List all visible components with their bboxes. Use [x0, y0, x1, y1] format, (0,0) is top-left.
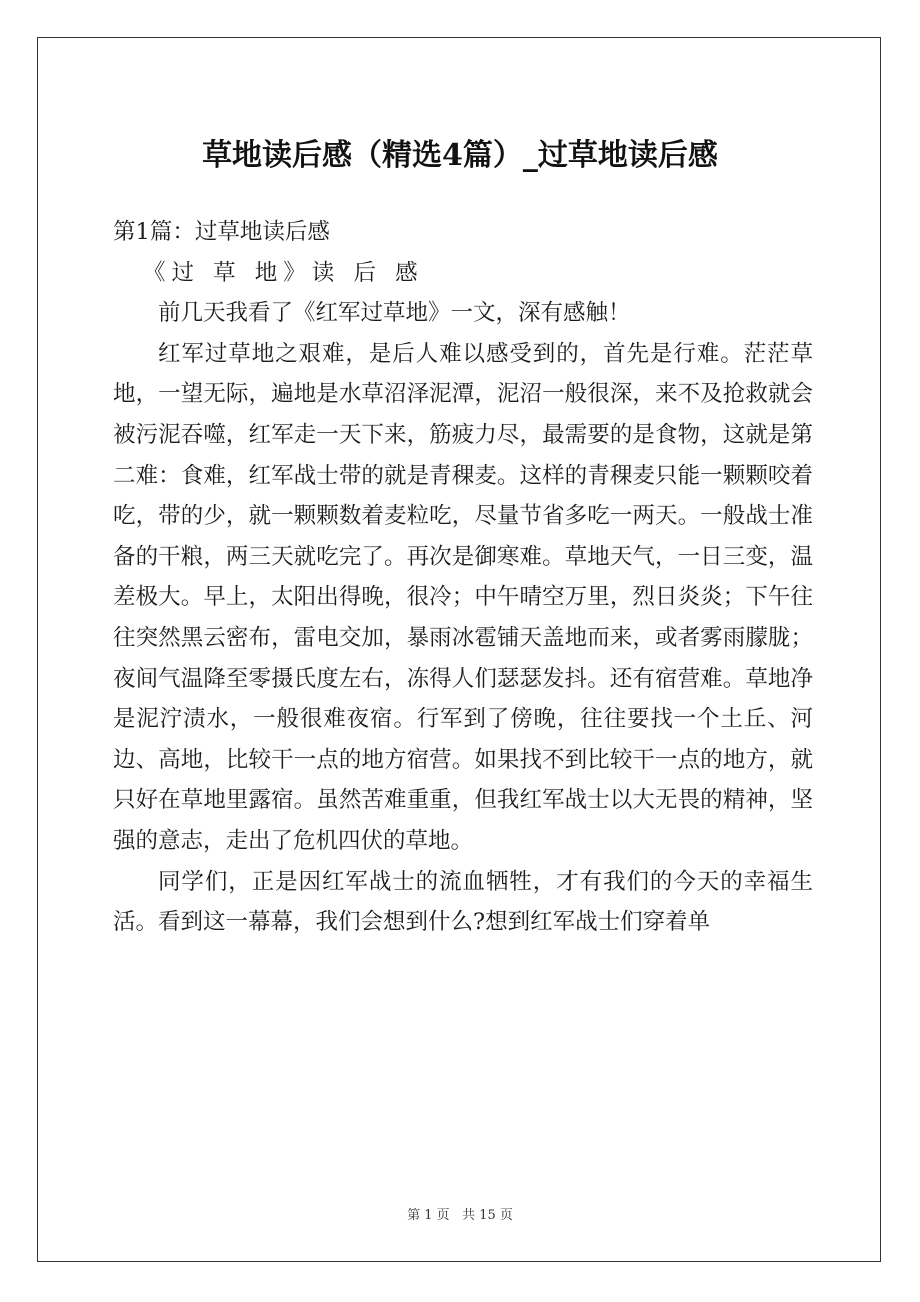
paragraph: 前几天我看了《红军过草地》一文，深有感触！: [158, 300, 631, 327]
document-body: [113, 212, 813, 943]
document-title: 草地读后感（精选4篇）_过草地读后感: [202, 138, 718, 174]
page-number-label: 第 1 页 共 15 页: [407, 1208, 513, 1223]
essay-subtitle: 《过 草 地》读 后 感: [143, 259, 424, 286]
paragraph: 同学们，正是因红军战士的流血牺牲，才有我们的今天的幸福生活。看到这一幕幕，我们会想到什么?想到红军战士们穿着单: [113, 868, 813, 936]
paragraph: 红军过草地之艰难，是后人难以感受到的，首先是行难。茫茫草地，一望无际，遍地是水草沼泽泥潭，泥沼一般很深，来不及抢救就会被污泥吞噬，红军走一天下来，筋疲力尽，最需要的是食物，这就是第二难：食难，红军战士带的就是青稞麦。这样的青稞麦只能一颗颗咬着吃，带的少，就一颗颗数着麦粒吃，尽量节省多吃一两天。一般战士准备的干粮，两三天就吃完了。再次是御寒难。草地天气，一日三变，温差极大。早上，太阳出得晚，很冷；中午晴空万里，烈日炎炎；下午往往突然黑云密布，雷电交加，暴雨冰雹铺天盖地而来，或者雾雨朦胧；夜间气温降至零摄氏度左右，冻得人们瑟瑟发抖。还有宿营难。草地净是泥泞渍水，一般很难夜宿。行军到了傍晚，往往要找一个土丘、河边、高地，比较干一点的地方宿营。如果找不到比较干一点的地方，就只好在草地里露宿。虽然苦难重重，但我红军战士以大无畏的精神，坚强的意志，走出了危机四伏的草地。: [113, 340, 813, 854]
page-footer: [0, 1206, 920, 1226]
section-heading: 第1篇：过草地读后感: [113, 219, 330, 245]
